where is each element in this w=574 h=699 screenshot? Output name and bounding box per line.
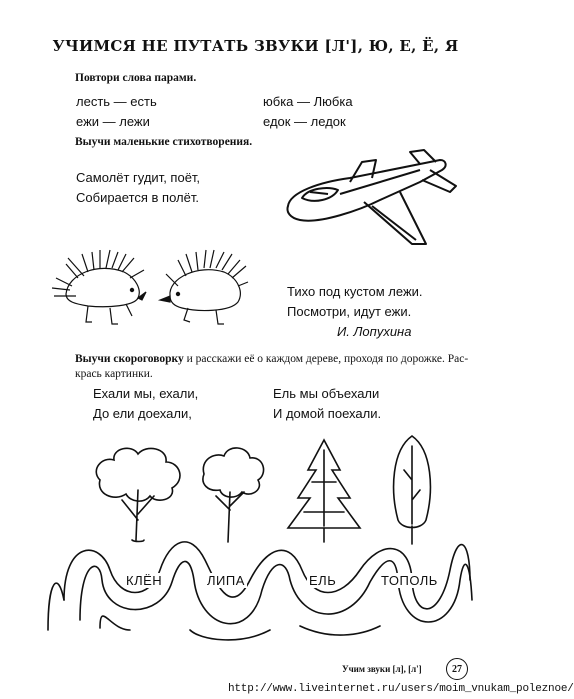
verse-line: До ели доехали, xyxy=(93,406,192,421)
verse-line: И домой поехали. xyxy=(273,406,382,421)
verse-right xyxy=(273,384,381,424)
instruction-tongue-twister xyxy=(75,352,475,382)
word-pair: ежи — лежи xyxy=(76,114,150,129)
poem-hedgehogs xyxy=(287,282,423,342)
instruction-text-line2: крась картинки. xyxy=(75,368,153,380)
verse-line: Ель мы объехали xyxy=(273,386,380,401)
trees-path-illustration xyxy=(40,430,480,650)
tree-label-linden: ЛИПА xyxy=(207,573,245,588)
word-pair: юбка — Любка xyxy=(263,94,353,109)
word-pair: едок — ледок xyxy=(263,114,346,129)
poem-line: Собирается в полёт. xyxy=(76,190,199,205)
poem-line: Посмотри, идут ежи. xyxy=(287,304,412,319)
page-title: УЧИМСЯ НЕ ПУТАТЬ ЗВУКИ [Л'], Ю, Е, Ё, Я xyxy=(52,37,459,55)
word-pairs-left xyxy=(76,92,157,132)
word-pairs-right xyxy=(263,92,353,132)
source-watermark: http://www.liveinternet.ru/users/moim_vnukam_poleznoe/ xyxy=(228,683,574,695)
verse-left xyxy=(93,384,198,424)
instruction-repeat-pairs: Повтори слова парами. xyxy=(75,72,197,84)
instruction-bold: Выучи скороговорку xyxy=(75,353,184,365)
instruction-text: и расскажи её о каждом дереве, проходя по дорожке. Рас- xyxy=(183,353,469,365)
poem-airplane xyxy=(76,168,200,208)
page-number: 27 xyxy=(452,663,462,675)
page-number-badge xyxy=(446,658,468,680)
poem-line: Самолёт гудит, поёт, xyxy=(76,170,201,185)
verse-line: Ехали мы, ехали, xyxy=(93,386,199,401)
airplane-illustration xyxy=(280,148,460,258)
instruction-learn-poems: Выучи маленькие стихотворения. xyxy=(75,136,253,148)
hedgehogs-illustration xyxy=(48,246,248,336)
poem-author: И. Лопухина xyxy=(337,324,412,339)
tree-label-maple: КЛЁН xyxy=(126,573,163,588)
tree-label-spruce: ЕЛЬ xyxy=(309,573,337,588)
poem-line: Тихо под кустом лежи. xyxy=(287,284,423,299)
footer-topic: Учим звуки [л], [л'] xyxy=(342,664,422,674)
tree-label-poplar: ТОПОЛЬ xyxy=(381,573,438,588)
word-pair: лесть — есть xyxy=(76,94,157,109)
